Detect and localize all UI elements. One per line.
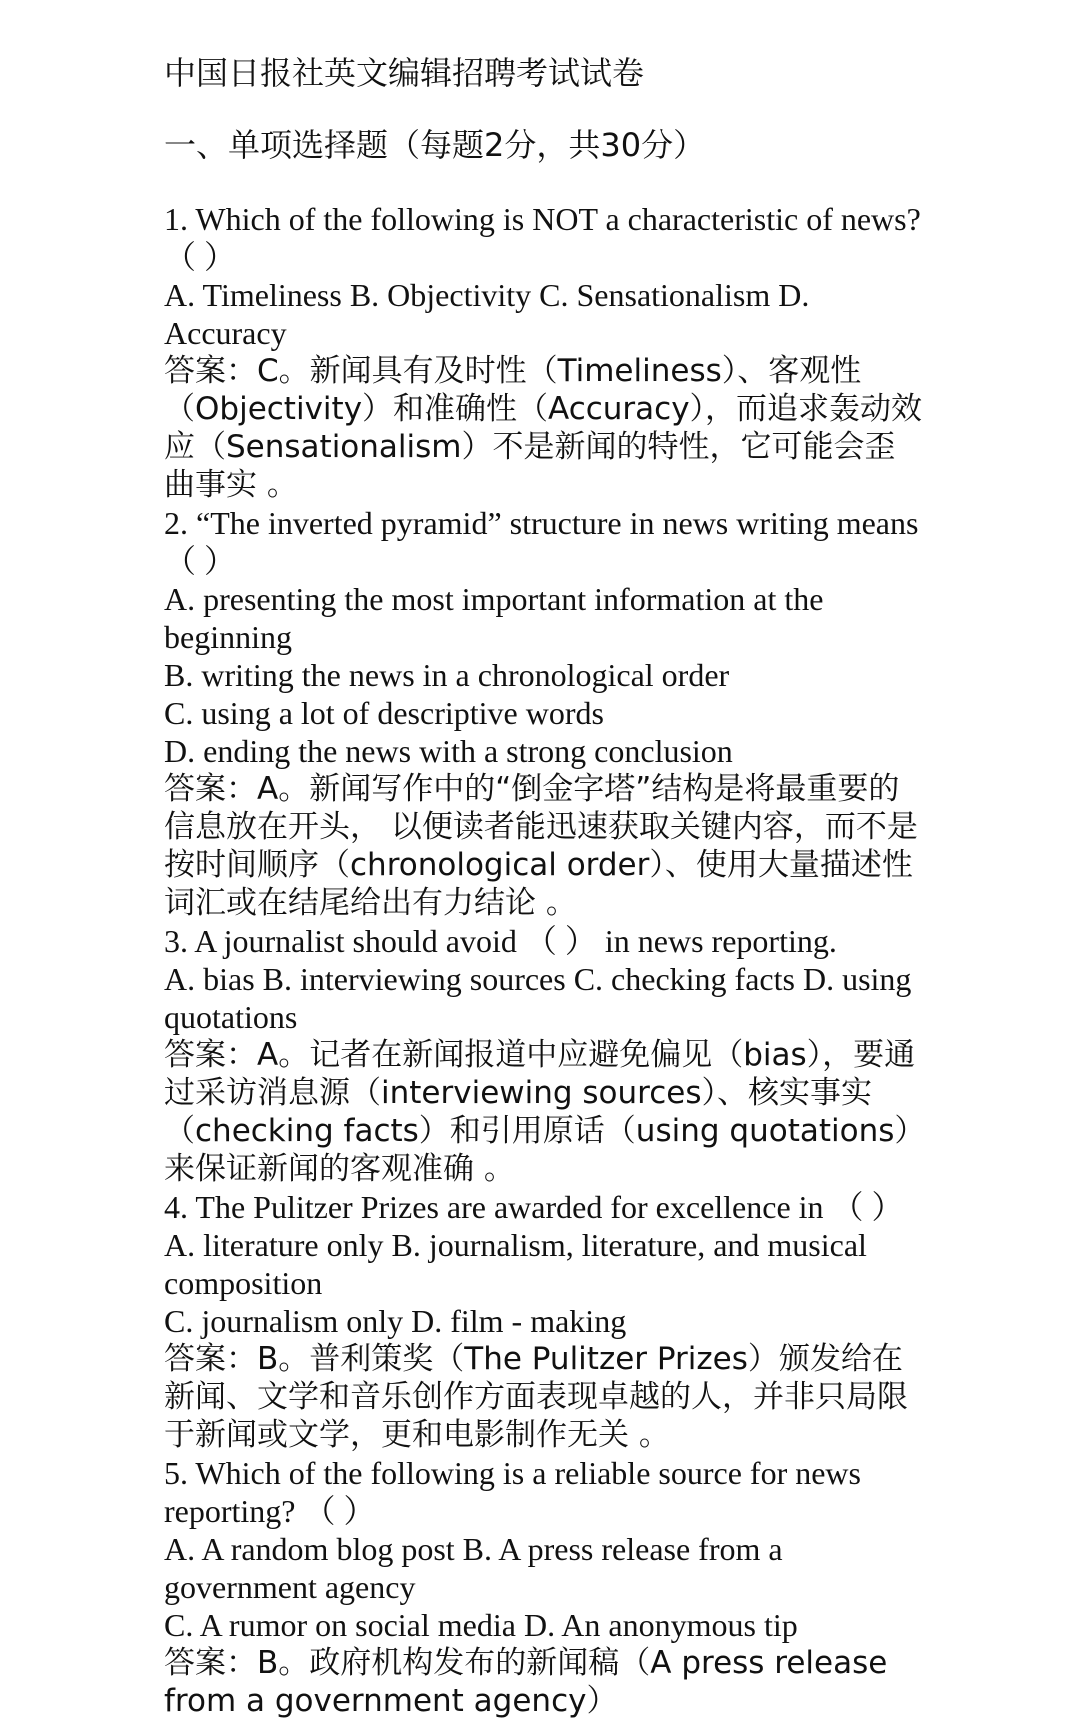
question-option-a: A. presenting the most important information at the beginning: [164, 581, 824, 655]
question-answer: 答案：A。记者在新闻报道中应避免偏见（bias），要通过采访消息源（interviewing sources）、核实事实（checking facts）和引用原话（using quotations）来保证新闻的客观准确 。: [164, 1037, 916, 1187]
section-heading: 一、单项选择题（每题2分，共30分）: [164, 126, 706, 164]
question-answer: 答案：A。新闻写作中的“倒金字塔”结构是将最重要的信息放在开头， 以便读者能迅速获取关键内容，而不是按时间顺序（chronological order）、使用大量描述性词汇或在结尾给出有力结论 。: [164, 771, 918, 921]
question-stem: 4. The Pulitzer Prizes are awarded for excellence in （ ）: [164, 1189, 904, 1225]
question-3: [164, 922, 924, 1188]
question-options-ab: A. A random blog post B. A press release from a government agency: [164, 1531, 783, 1605]
question-option-c: C. using a lot of descriptive words: [164, 695, 604, 731]
question-answer: 答案：B。普利策奖（The Pulitzer Prizes）颁发给在新闻、文学和音乐创作方面表现卓越的人，并非只局限于新闻或文学，更和电影制作无关 。: [164, 1341, 908, 1453]
question-2: [164, 504, 924, 922]
question-option-d: D. ending the news with a strong conclusion: [164, 733, 733, 769]
question-stem: 3. A journalist should avoid （ ） in news reporting.: [164, 923, 837, 959]
question-5: [164, 1454, 924, 1720]
question-stem: 1. Which of the following is NOT a characteristic of news? （ ）: [164, 201, 921, 275]
exam-paper: [164, 52, 924, 1720]
question-4: [164, 1188, 924, 1454]
question-option-b: B. writing the news in a chronological order: [164, 657, 730, 693]
question-answer: 答案：B。政府机构发布的新闻稿（A press release from a government agency）: [164, 1645, 888, 1719]
question-1: [164, 200, 924, 504]
question-options-ab: A. literature only B. journalism, literature, and musical composition: [164, 1227, 867, 1301]
question-answer: 答案：C。新闻具有及时性（Timeliness）、客观性（Objectivity）和准确性（Accuracy），而追求轰动效应（Sensationalism）不是新闻的特性，它可能会歪曲事实 。: [164, 353, 923, 503]
question-stem: 2. “The inverted pyramid” structure in news writing means （ ）: [164, 505, 919, 579]
paper-title: 中国日报社英文编辑招聘考试试卷: [164, 54, 645, 92]
question-options-cd: C. journalism only D. film - making: [164, 1303, 627, 1339]
question-options-cd: C. A rumor on social media D. An anonymous tip: [164, 1607, 798, 1643]
question-stem: 5. Which of the following is a reliable source for news reporting? （ ）: [164, 1455, 861, 1529]
question-options: A. bias B. interviewing sources C. checking facts D. using quotations: [164, 961, 912, 1035]
question-options: A. Timeliness B. Objectivity C. Sensationalism D. Accuracy: [164, 277, 810, 351]
